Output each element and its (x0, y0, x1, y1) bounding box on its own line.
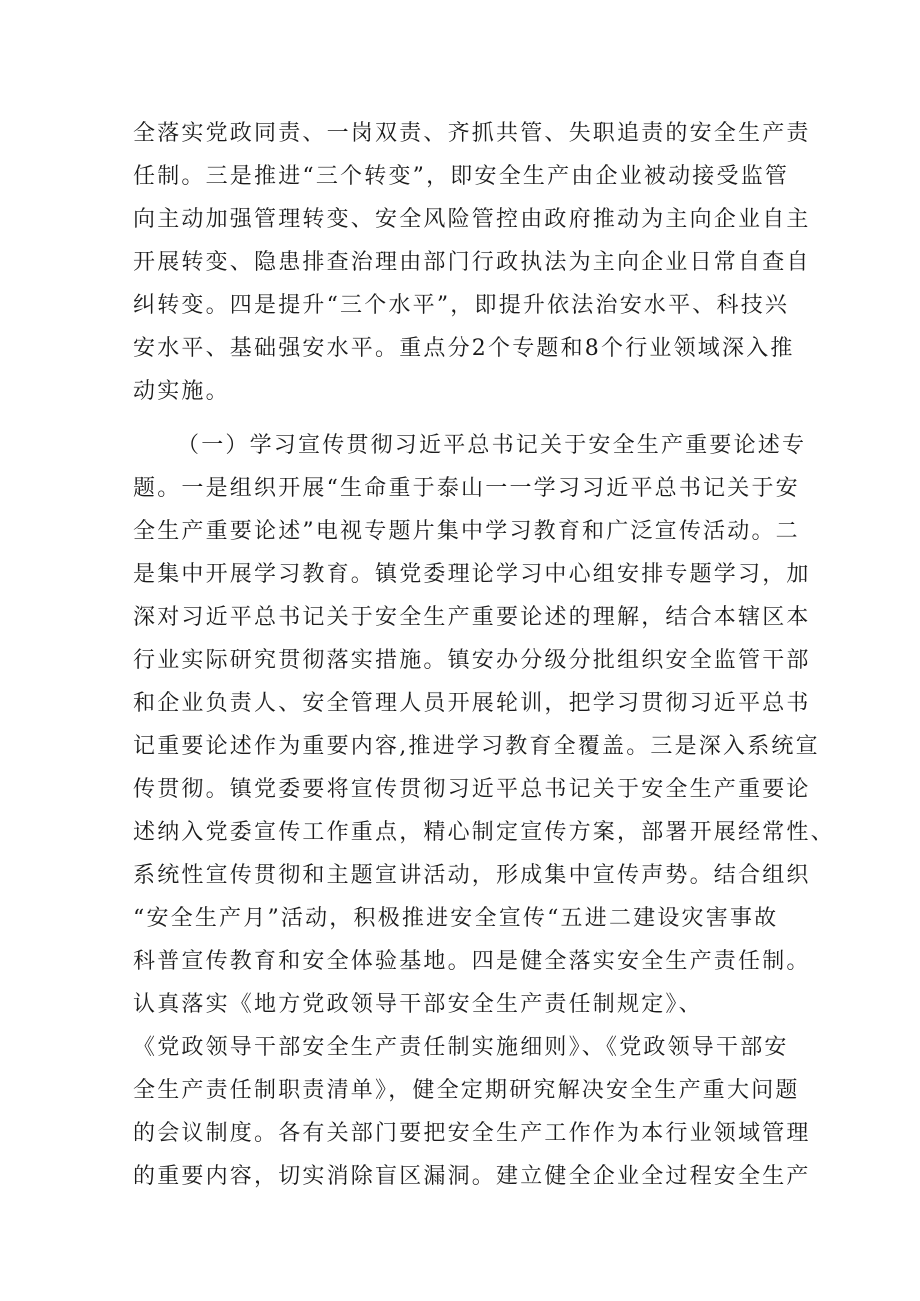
text-line: 全生产重要论述”电视专题片集中学习教育和广泛宣传活动。二 (133, 519, 800, 544)
text-line: 的重要内容，切实消除盲区漏洞。建立健全企业全过程安全生产 (133, 1164, 811, 1189)
text-line: 纠转变。四是提升“三个水平”，即提升依法治安水平、科技兴 (133, 293, 790, 318)
text-line: 是集中开展学习教育。镇党委理论学习中心组安排专题学习，加 (133, 562, 811, 587)
text-line: 动实施。 (133, 379, 230, 404)
text-line: 安水平、基础强安水平。重点分2个专题和8个行业领域深入推 (133, 336, 795, 361)
paragraph-continuation (133, 112, 811, 413)
text-line: 全落实党政同责、一岗双责、齐抓共管、失职追责的安全生产责 (133, 121, 811, 146)
text-line: 任制。三是推进“三个转变”，即安全生产由企业被动接受监管 (133, 164, 790, 189)
paragraph-gap (133, 413, 798, 424)
text-line: “安全生产月”活动，积极推进安全宣传“五进二建设灾害事故 (133, 906, 779, 931)
text-line: 系统性宣传贯彻和主题宣讲活动，形成集中宣传声势。结合组织 (133, 863, 811, 888)
text-line: 题。一是组织开展“生命重于泰山一一学习习近平总书记关于安 (133, 476, 800, 501)
text-line: 《党政领导干部安全生产责任制实施细则》、《党政领导干部安 (133, 1035, 789, 1060)
text-line: 深对习近平总书记关于安全生产重要论述的理解，结合本辖区本 (133, 605, 811, 630)
text-line: 的会议制度。各有关部门要把安全生产工作作为本行业领域管理 (133, 1121, 811, 1146)
text-line: 述纳入党委宣传工作重点，精心制定宣传方案，部署开展经常性、 (133, 820, 835, 845)
text-line: 记重要论述作为重要内容,推进学习教育全覆盖。三是深入系统宣 (133, 734, 820, 759)
text-line: 开展转变、隐患排查治理由部门行政执法为主向企业日常自查自 (133, 250, 811, 275)
document-body (133, 112, 835, 1241)
text-line: 向主动加强管理转变、安全风险管控由政府推动为主向企业自主 (133, 207, 811, 232)
paragraph-section-one (133, 424, 835, 1241)
text-line: 和企业负责人、安全管理人员开展轮训，把学习贯彻习近平总书 (133, 691, 811, 716)
section-heading-line: （一）学习宣传贯彻习近平总书记关于安全生产重要论述专 (177, 433, 807, 458)
text-line: 认真落实《地方党政领导干部安全生产责任制规定》、 (133, 992, 703, 1017)
text-line: 全生产责任制职责清单》，健全定期研究解决安全生产重大问题 (133, 1078, 800, 1103)
text-line: 行业实际研究贯彻落实措施。镇安办分级分批组织安全监管干部 (133, 648, 811, 673)
text-line: 科普宣传教育和安全体验基地。四是健全落实安全生产责任制。 (133, 949, 811, 974)
text-line (133, 1198, 798, 1241)
text-line: 传贯彻。镇党委要将宣传贯彻习近平总书记关于安全生产重要论 (133, 777, 811, 802)
